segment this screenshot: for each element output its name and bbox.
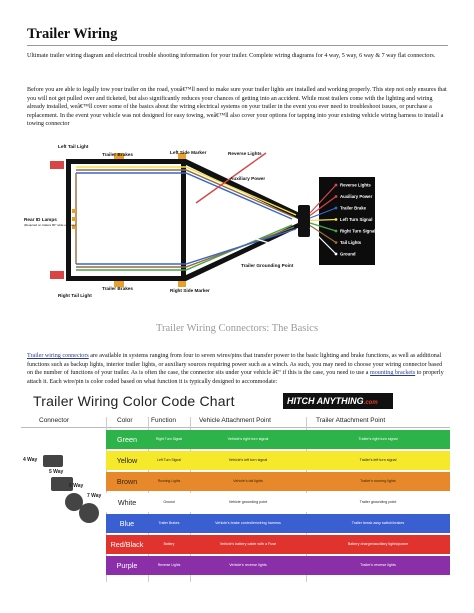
label-rear-id-note: (Required on trailers 80" wide or more) (24, 223, 76, 227)
trailer-wiring-connectors-link[interactable]: Trailer wiring connectors (27, 353, 89, 359)
header-divider (21, 427, 450, 428)
function-cell: Right Turn Signal (155, 437, 182, 441)
title-divider (27, 45, 448, 46)
brand-suffix: .com (363, 400, 378, 406)
label-left-side-marker: Left Side Marker (170, 150, 207, 155)
page-title: Trailer Wiring (27, 26, 118, 42)
color-cell: White (117, 498, 137, 507)
pin-dot (335, 218, 338, 221)
color-cell: Brown (116, 477, 138, 486)
chart-title: Trailer Wiring Color Code Chart (33, 393, 235, 409)
pin-dot (335, 253, 338, 256)
header-trailer-attachment: Trailer Attachment Point (316, 417, 386, 424)
connectors-paragraph-text: are available in systems ranging from four to seven wires/pins that transfer power to the basic lighting and brake functions, as well as additional functions such as backup lights, interior trailer lights, or auxiliary sources requiring power such as a winch. As such, you may need to choose your wiring connector based on the number of functions of your trailer. As is often the case, the connector sits under your vehicle â€“ if this is the case, you need to use a (27, 353, 443, 377)
pin-label: Right Turn Signal (340, 228, 376, 234)
vehicle-attachment-cell: Vehicle's brake controller/wiring harness (215, 521, 281, 525)
pin-label: Tail Lights (340, 240, 362, 245)
mounting-brackets-link[interactable]: mounting brackets (370, 370, 416, 377)
function-cell: Left Turn Signal (157, 458, 181, 462)
trailer-attachment-cell: Trailer's left turn signal (359, 458, 397, 462)
intro-text: Ultimate trailer wiring diagram and electrical trouble shooting information for your trailer. Complete wiring diagrams for 4 way, 5 way, 6 way & 7 way flat connectors. (27, 53, 436, 59)
vehicle-attachment-cell: Vehicle's right turn signal (227, 437, 269, 441)
function-cell: Ground (163, 500, 175, 504)
trailer-axle-frame (181, 159, 186, 281)
right-tail-light (50, 271, 64, 279)
label-reverse-lights-top: Reverse Lights (228, 151, 262, 156)
header-vehicle-attachment: Vehicle Attachment Point (199, 417, 271, 424)
connectors-paragraph-tail: to properly attach it. Each wire/pin is color coded based on what function it is typically designed to accommodate: (27, 370, 444, 385)
color-code-row (106, 514, 450, 533)
brand-logo (283, 393, 393, 409)
vehicle-attachment-cell: Vehicle's tail lights (233, 479, 263, 483)
label-trailer-brakes-top: Trailer Brakes (102, 152, 134, 157)
trailer-connector-plug (298, 205, 310, 237)
function-cell: Battery (163, 542, 175, 546)
left-tail-light (50, 161, 64, 169)
connector-7-way-label: 7 Way (87, 493, 102, 499)
pin-dot (335, 195, 338, 198)
wiring-diagram-svg (24, 143, 436, 301)
color-code-row (106, 535, 450, 554)
pin-dot (335, 241, 338, 244)
vehicle-attachment-cell: Vehicle's battery cable with a Fuse (219, 542, 277, 546)
header-color: Color (117, 417, 133, 424)
label-rear-id-lamps: Rear ID Lamps (24, 217, 57, 222)
vehicle-attachment-cell: Vehicle's left turn signal (228, 458, 268, 462)
connector-5-way-label: 5 Way (49, 469, 64, 475)
color-code-row (106, 556, 450, 575)
header-function: Function (151, 417, 176, 424)
connectors-paragraph (27, 352, 448, 386)
trailer-attachment-cell: Trailer's reverse lights (360, 563, 396, 567)
color-code-row (106, 430, 450, 449)
connector-4-way-icon (43, 455, 63, 467)
connector-6-way-label: 6 Way (69, 483, 84, 489)
function-cell: Reverse Lights (157, 563, 181, 567)
label-trailer-brakes-bottom: Trailer Brakes (102, 286, 134, 291)
pin-label: Trailer Brake (340, 205, 367, 211)
right-side-marker (178, 281, 186, 287)
color-code-chart (21, 387, 450, 583)
trailer-attachment-cell: Trailer's right turn signal (358, 437, 398, 441)
pin-label: Reverse Lights (340, 182, 371, 188)
pin-dot (335, 207, 338, 210)
rear-id-lamp-2 (72, 217, 76, 221)
pin-label: Ground (340, 251, 356, 257)
vehicle-attachment-cell: Vehicle grounding point (228, 500, 268, 504)
trailer-frame-top (66, 159, 186, 164)
label-left-tail-light: Left Tail Light (58, 144, 89, 149)
trailer-frame-left (66, 161, 71, 279)
section-subheading: Trailer Wiring Connectors: The Basics (155, 323, 319, 334)
color-code-row (106, 493, 450, 512)
label-auxiliary-power-top: Auxiliary Power (230, 176, 266, 181)
trailer-attachment-cell: Trailer's running lights (360, 479, 396, 483)
trailer-attachment-cell: Battery charger/auxiliary lights/power (347, 542, 409, 546)
function-cell: Running Lights (157, 479, 181, 483)
body-paragraph: Before you are able to legally tow your trailer on the road, youâ€™ll need to make sure your trailer lights are installed and working properly. This step not only ensures that you will not get pulled over and ticketed, but also significantly reduces your chances of getting into an accident. While most trailers come with the lighting and wiring already installed, weâ€™ll cover some of the basics about the wiring electrical systems on your trailer in the event you ever need to troubleshoot issues, or purchase a replacement. In the event your vehicle was not designed for easy towing, weâ€™ll also cover your options for tapping into your existing vehicle wiring harness to install a towing connector (27, 87, 447, 128)
function-cell: Trailer Brakes (158, 521, 180, 525)
color-cell: Red/Black (110, 540, 144, 549)
header-connector: Connector (39, 417, 69, 424)
color-cell: Yellow (116, 456, 138, 465)
trailer-attachment-cell: Trailer break assy switch/brakes (351, 521, 405, 525)
label-right-tail-light: Right Tail Light (58, 293, 92, 298)
connector-4-way-label: 4 Way (23, 457, 38, 463)
label-right-side-marker: Right Side Marker (170, 288, 210, 293)
trailer-frame-bottom (66, 276, 186, 281)
brand-name: HITCH ANYTHING (287, 396, 364, 406)
color-cell: Green (117, 435, 137, 444)
pin-dot (335, 230, 338, 233)
color-code-row (106, 472, 450, 491)
color-cell: Purple (116, 561, 138, 570)
vehicle-attachment-cell: Vehicle's reverse lights (229, 563, 267, 567)
pin-dot (335, 184, 338, 187)
trailer-wiring-diagram (24, 143, 436, 301)
color-code-row (106, 451, 450, 470)
connector-7-way-icon (79, 503, 99, 523)
rear-id-lamp-1 (72, 209, 76, 213)
color-cell: Blue (119, 519, 135, 528)
label-trailer-grounding-point: Trailer Grounding Point (241, 263, 294, 268)
trailer-attachment-cell: Trailer grounding point (359, 500, 397, 504)
pin-label: Left Turn Signal (340, 217, 373, 222)
pin-label: Auxiliary Power (340, 194, 373, 199)
